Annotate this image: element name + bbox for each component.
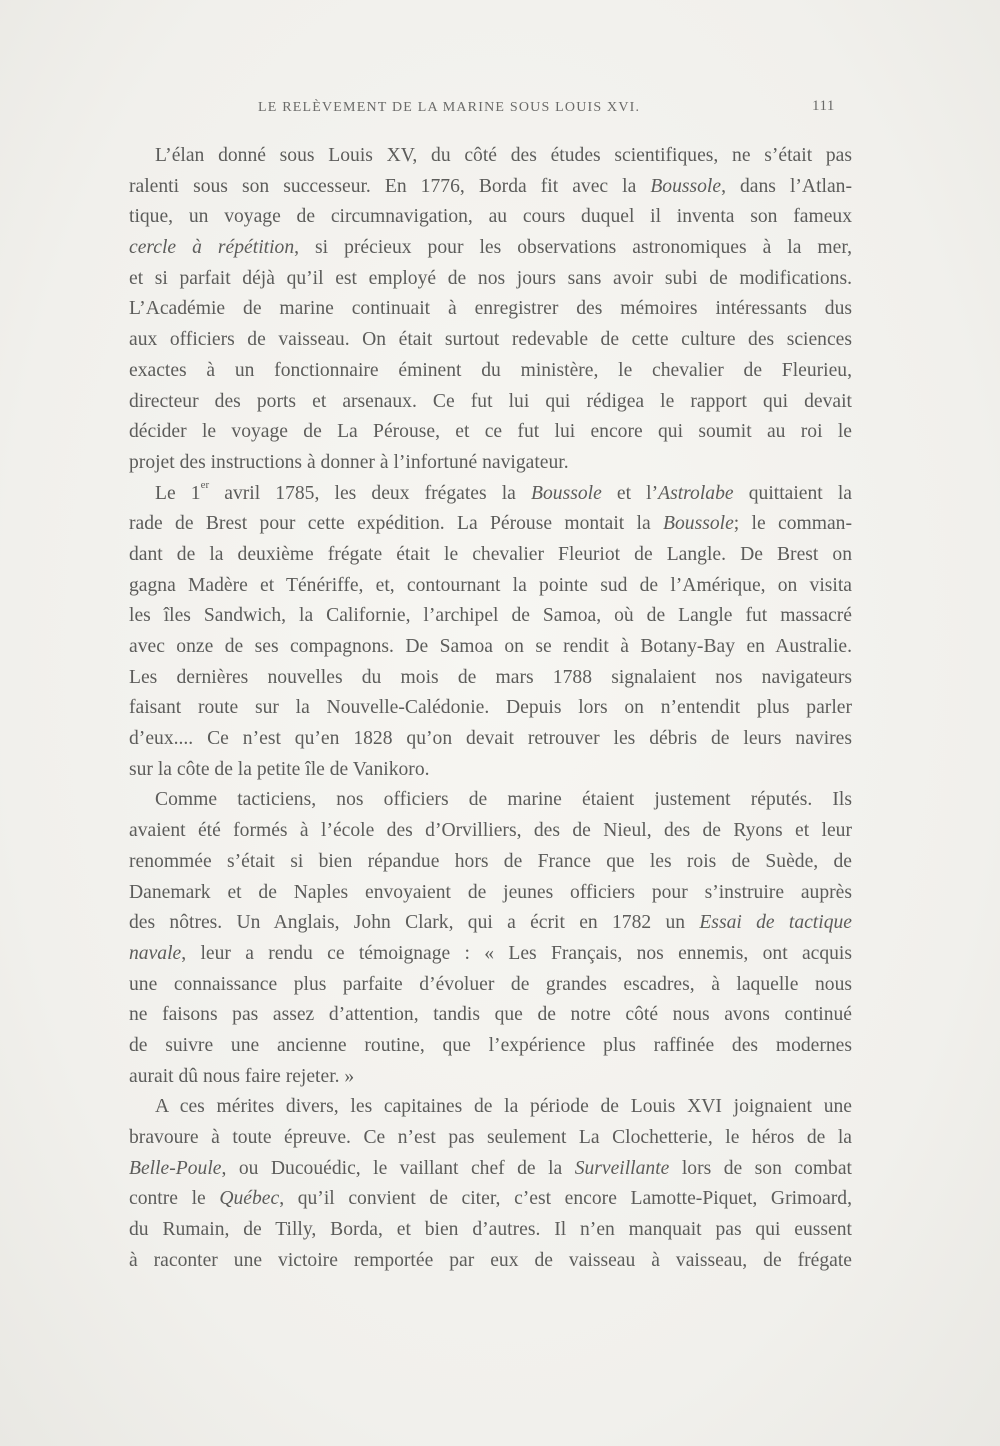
text-line <box>129 1031 852 1062</box>
paragraph <box>129 479 852 786</box>
text-line <box>129 785 852 816</box>
text-line <box>129 1062 852 1093</box>
text-run: tique, un voyage de circumnavigation, au cours duquel il inventa son fameux <box>129 206 852 228</box>
text-run: avril 1785, les deux frégates la <box>209 482 532 504</box>
text-run: une connaissance plus parfaite d’évoluer de grandes escadres, à laquelle nous <box>129 973 852 995</box>
paragraph <box>129 1092 852 1276</box>
text-run: ; le comman- <box>733 513 852 535</box>
text-line <box>129 1000 852 1031</box>
text-run: aurait dû nous faire rejeter. » <box>129 1065 355 1087</box>
italic-text: Boussole <box>531 482 602 504</box>
text-run: et l’ <box>601 482 659 504</box>
italic-text: Belle-Poule <box>129 1157 222 1179</box>
italic-text: Surveillante <box>574 1157 670 1179</box>
text-run: faisant route sur la Nouvelle-Calédonie. Depuis lors on n’entendit plus parler <box>129 697 852 719</box>
body-text <box>129 141 852 1276</box>
text-line <box>129 448 852 479</box>
text-line <box>129 509 852 540</box>
italic-text: cercle à répétition <box>129 237 295 259</box>
text-line <box>129 294 852 325</box>
text-run: bravoure à toute épreuve. Ce n’est pas seulement La Clochetterie, le héros de la <box>129 1127 852 1148</box>
italic-text: Québec <box>219 1188 280 1210</box>
text-run: contre le <box>129 1188 220 1210</box>
text-run: du Rumain, de Tilly, Borda, et bien d’autres. Il n’en manquait pas qui eussent <box>129 1219 852 1241</box>
text-run: décider le voyage de La Pérouse, et ce fut lui encore qui soumit au roi le <box>129 421 852 443</box>
text-line <box>129 724 852 755</box>
paragraph <box>129 141 852 479</box>
italic-text: Essai de tactique <box>699 912 852 934</box>
italic-text: navale <box>129 942 182 964</box>
text-run: d’eux.... Ce n’est qu’en 1828 qu’on devait retrouver les débris de leurs navires <box>129 728 852 750</box>
superscript: er <box>200 478 210 491</box>
text-line <box>129 325 852 356</box>
text-run: Danemark et de Naples envoyaient de jeunes officiers pour s’instruire auprès <box>129 881 852 903</box>
page-number: 111 <box>812 98 835 114</box>
text-run: Le 1 <box>155 482 201 504</box>
text-run: aux officiers de vaisseau. On était surtout redevable de cette culture des sciences <box>129 329 852 351</box>
text-line <box>129 970 852 1001</box>
italic-text: Boussole <box>650 175 722 197</box>
text-run: de suivre une ancienne routine, que l’expérience plus raffinée des modernes <box>129 1034 852 1056</box>
text-line <box>129 601 852 632</box>
text-line <box>129 264 852 295</box>
text-run: Les dernières nouvelles du mois de mars 1788 signalaient nos navigateurs <box>129 666 852 688</box>
text-run: gagna Madère et Ténériffe, et, contournant la pointe sud de l’Amérique, on visita <box>129 574 852 596</box>
text-run: des nôtres. Un Anglais, John Clark, qui a écrit en 1782 un <box>129 912 700 934</box>
text-line <box>129 1184 852 1215</box>
text-line <box>129 663 852 694</box>
text-run: les îles Sandwich, la Californie, l’archipel de Samoa, où de Langle fut massacré <box>129 605 852 627</box>
running-head: LE RELÈVEMENT DE LA MARINE SOUS LOUIS XVI. <box>258 100 641 115</box>
text-run: L’élan donné sous Louis XV, du côté des études scientifiques, ne s’était pas <box>155 145 852 166</box>
text-run: rade de Brest pour cette expédition. La Pérouse montait la <box>129 513 664 535</box>
text-run: directeur des ports et arsenaux. Ce fut lui qui rédigea le rapport qui devait <box>129 390 852 412</box>
text-line <box>129 202 852 233</box>
text-run: renommée s’était si bien répandue hors de France que les rois de Suède, de <box>129 850 852 872</box>
text-line <box>129 755 852 786</box>
text-run: exactes à un fonctionnaire éminent du ministère, le chevalier de Fleurieu, <box>129 359 852 381</box>
text-run: , qu’il convient de citer, c’est encore Lamotte-Piquet, Grimoard, <box>279 1188 852 1210</box>
text-run: sur la côte de la petite île de Vanikoro. <box>129 758 430 780</box>
text-run: , leur a rendu ce témoignage : « Les Français, nos ennemis, ont acquis <box>181 942 852 964</box>
text-run: et si parfait déjà qu’il est employé de nos jours sans avoir subi de modifications. <box>129 267 852 289</box>
text-line <box>129 1215 852 1246</box>
text-line <box>129 141 852 172</box>
text-line <box>129 847 852 878</box>
text-run: lors de son combat <box>669 1157 852 1179</box>
text-run: ne faisons pas assez d’attention, tandis que de notre côté nous avons continué <box>129 1004 852 1026</box>
text-line <box>129 540 852 571</box>
italic-text: Astrolabe <box>658 482 734 504</box>
text-run: A ces mérites divers, les capitaines de la période de Louis XVI joignaient une <box>155 1096 852 1118</box>
text-line <box>129 693 852 724</box>
text-line <box>129 1123 852 1154</box>
text-line <box>129 878 852 909</box>
text-line <box>129 571 852 602</box>
text-run: , si précieux pour les observations astronomiques à la mer, <box>294 237 853 259</box>
text-run: avaient été formés à l’école des d’Orvilliers, des de Nieul, des de Ryons et leur <box>129 820 852 842</box>
text-line <box>129 632 852 663</box>
text-run: ralenti sous son successeur. En 1776, Borda fit avec la <box>129 175 651 197</box>
text-run: quittaient la <box>733 482 852 504</box>
text-line <box>129 939 852 970</box>
text-line <box>129 1246 852 1277</box>
text-line <box>129 417 852 448</box>
italic-text: Boussole <box>663 513 734 535</box>
text-run: , ou Ducouédic, le vaillant chef de la <box>221 1157 575 1179</box>
text-run: dant de la deuxième frégate était le chevalier Fleuriot de Langle. De Brest on <box>129 543 852 565</box>
text-line <box>129 1154 852 1185</box>
text-line <box>129 356 852 387</box>
text-line <box>129 1092 852 1123</box>
text-run: avec onze de ses compagnons. De Samoa on se rendit à Botany-Bay en Australie. <box>129 636 852 657</box>
text-run: , dans l’Atlan- <box>721 175 852 197</box>
text-run: projet des instructions à donner à l’infortuné navigateur. <box>129 451 569 473</box>
text-run: à raconter une victoire remportée par eux de vaisseau à vaisseau, de frégate <box>129 1249 852 1271</box>
paragraph <box>129 785 852 1092</box>
text-line <box>129 908 852 939</box>
text-line <box>129 816 852 847</box>
text-line <box>129 479 852 510</box>
text-line <box>129 387 852 418</box>
text-line <box>129 233 852 264</box>
text-run: L’Académie de marine continuait à enregistrer des mémoires intéressants dus <box>129 298 852 320</box>
text-line <box>129 172 852 203</box>
text-run: Comme tacticiens, nos officiers de marine étaient justement réputés. Ils <box>155 789 852 811</box>
